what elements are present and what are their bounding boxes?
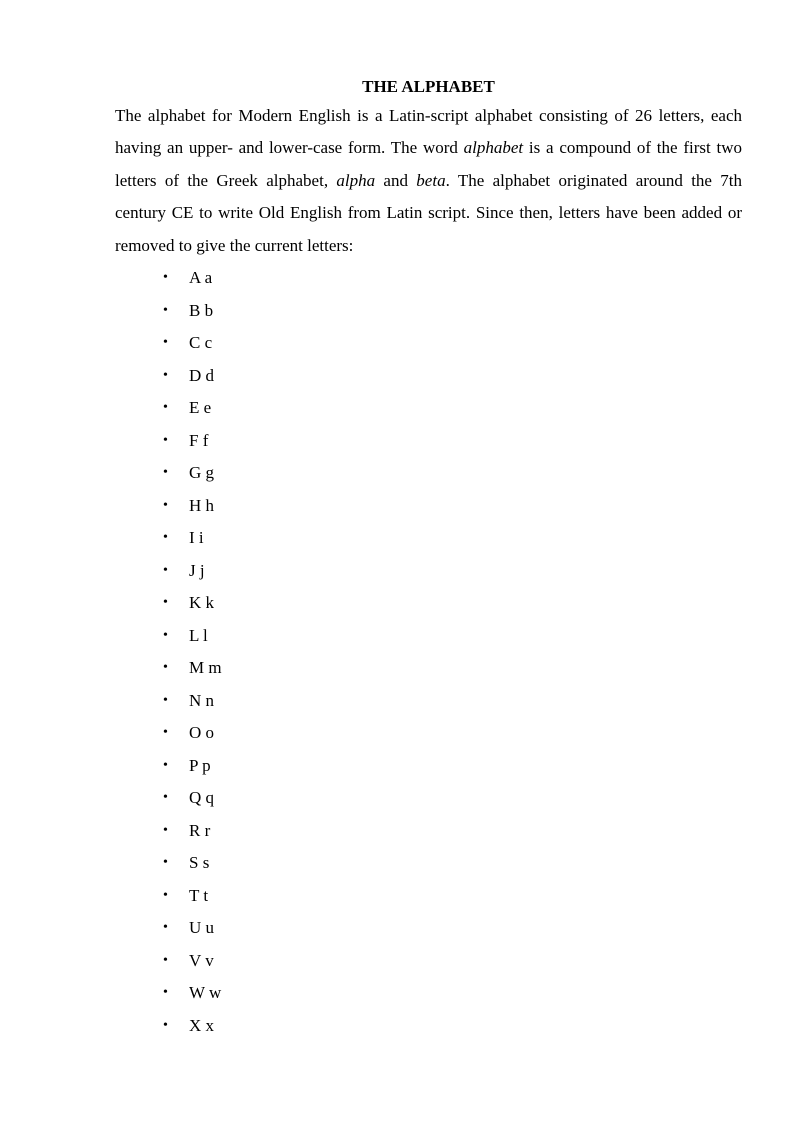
bullet-icon: •	[163, 627, 168, 643]
list-item	[115, 457, 742, 490]
bullet-icon: •	[163, 302, 168, 318]
list-item	[115, 620, 742, 653]
list-item-text: X x	[189, 1015, 215, 1035]
intro-text-3: and	[375, 170, 417, 190]
list-item	[115, 977, 742, 1010]
list-item	[115, 782, 742, 815]
bullet-icon: •	[163, 335, 168, 351]
list-item	[115, 945, 742, 978]
list-item	[115, 262, 742, 295]
list-item-text: P p	[189, 755, 211, 775]
list-item-text: U u	[189, 918, 215, 938]
bullet-icon: •	[163, 367, 168, 383]
list-item-text: L l	[189, 625, 208, 645]
list-item	[115, 685, 742, 718]
list-item	[115, 327, 742, 360]
intro-italic-alpha: alpha	[336, 170, 376, 190]
intro-italic-alphabet: alphabet	[463, 138, 524, 158]
bullet-icon: •	[163, 790, 168, 806]
list-item-text: A a	[189, 268, 213, 288]
intro-italic-beta: beta	[416, 170, 446, 190]
bullet-icon: •	[163, 270, 168, 286]
bullet-icon: •	[163, 952, 168, 968]
bullet-icon: •	[163, 660, 168, 676]
list-item-text: R r	[189, 820, 211, 840]
list-item-text: D d	[189, 365, 215, 385]
list-item	[115, 880, 742, 913]
list-item	[115, 750, 742, 783]
bullet-icon: •	[163, 530, 168, 546]
letters-list	[115, 262, 742, 1042]
bullet-icon: •	[163, 725, 168, 741]
bullet-icon: •	[163, 822, 168, 838]
list-item-text: V v	[189, 950, 214, 970]
list-item-text: M m	[189, 658, 222, 678]
list-item	[115, 1010, 742, 1043]
bullet-icon: •	[163, 595, 168, 611]
list-item-text: O o	[189, 723, 215, 743]
list-item-text: F f	[189, 430, 209, 450]
list-item	[115, 847, 742, 880]
list-item	[115, 490, 742, 523]
list-item	[115, 295, 742, 328]
list-item-text: K k	[189, 593, 215, 613]
list-item-text: E e	[189, 398, 212, 418]
bullet-icon: •	[163, 1017, 168, 1033]
list-item	[115, 587, 742, 620]
bullet-icon: •	[163, 562, 168, 578]
bullet-icon: •	[163, 920, 168, 936]
intro-paragraph	[115, 100, 742, 262]
bullet-icon: •	[163, 855, 168, 871]
list-item	[115, 815, 742, 848]
list-item	[115, 652, 742, 685]
intro-text-2: is a compound of the first two letters of the Greek alphabet,	[115, 138, 742, 190]
list-item	[115, 522, 742, 555]
bullet-icon: •	[163, 757, 168, 773]
bullet-icon: •	[163, 400, 168, 416]
list-item	[115, 425, 742, 458]
list-item-text: J j	[189, 560, 205, 580]
document-page	[115, 74, 742, 1042]
list-item-text: I i	[189, 528, 204, 548]
list-item-text: W w	[189, 983, 222, 1003]
bullet-icon: •	[163, 465, 168, 481]
intro-text-1: The alphabet for Modern English is a Latin-script alphabet consisting of 26 letters, each having an upper- and lower-case form. The word	[115, 106, 742, 158]
list-item-text: S s	[189, 853, 210, 873]
list-item	[115, 912, 742, 945]
list-item-text: T t	[189, 885, 209, 905]
bullet-icon: •	[163, 985, 168, 1001]
list-item-text: H h	[189, 495, 215, 515]
document-title: THE ALPHABET	[362, 77, 495, 96]
list-item-text: B b	[189, 300, 214, 320]
bullet-icon: •	[163, 497, 168, 513]
list-item	[115, 717, 742, 750]
intro-text-4: . The alphabet originated around the 7th century CE to write Old English from Latin script. Since then, letters have been added or removed to give the current letters:	[115, 170, 743, 255]
bullet-icon: •	[163, 887, 168, 903]
list-item-text: Q q	[189, 788, 215, 808]
bullet-icon: •	[163, 692, 168, 708]
list-item	[115, 555, 742, 588]
list-item-text: N n	[189, 690, 215, 710]
list-item	[115, 392, 742, 425]
list-item-text: C c	[189, 333, 213, 353]
list-item	[115, 360, 742, 393]
list-item-text: G g	[189, 463, 215, 483]
bullet-icon: •	[163, 432, 168, 448]
